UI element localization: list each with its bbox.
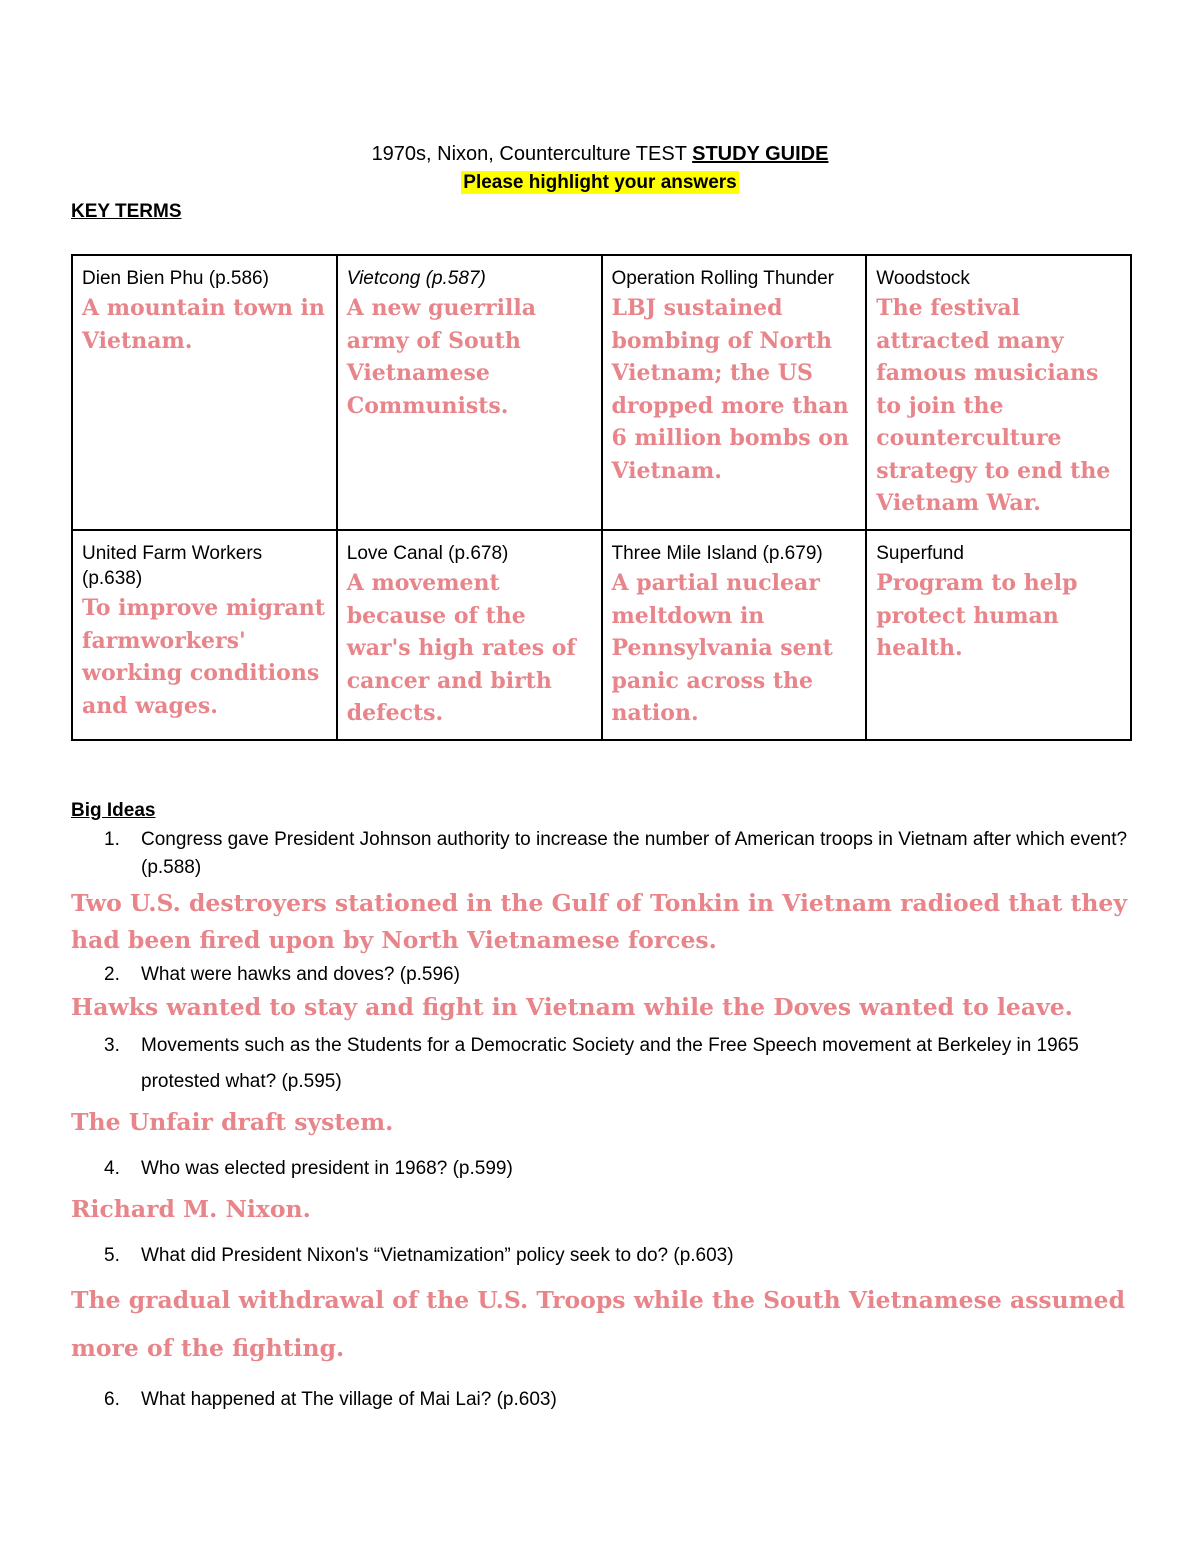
term-cell [72,530,337,740]
term-answer: The festival attracted many famous musicians to join the counterculture strategy to end the Vietnam War. [876,295,1111,516]
question-number: 2. [104,964,120,985]
answer-text: Two U.S. destroyers stationed in the Gulf of Tonkin in Vietnam radioed that they had been fired upon by North Vietnamese forces. [71,889,1128,954]
list-item [71,1242,1141,1372]
big-ideas-heading: Big Ideas [71,800,156,821]
question-text: What did President Nixon's “Vietnamization” policy seek to do? (p.603) [141,1245,734,1266]
term-cell [866,255,1131,530]
document-title [0,141,1200,167]
question [71,961,1141,989]
question [71,1028,1141,1100]
term-answer: A new guerrilla army of South Vietnamese Communists. [346,295,536,419]
table-row [72,530,1131,740]
title-prefix: 1970s, Nixon, Counterculture TEST [371,143,693,165]
question [71,1386,1141,1414]
key-terms-heading: KEY TERMS [71,201,182,222]
term-cell [72,255,337,530]
term-answer: A partial nuclear meltdown in Pennsylvania sent panic across the nation. [611,570,833,726]
term-label: Operation Rolling Thunder [611,268,835,289]
question-text: Congress gave President Johnson authority to increase the number of American troops in Vietnam after which event? (p.588) [141,829,1128,878]
title-emphasis: STUDY GUIDE [692,143,829,165]
term-label: Love Canal (p.678) [346,543,509,564]
term-cell [602,255,867,530]
term-cell [337,530,602,740]
list-item [71,1028,1141,1141]
term-answer: To improve migrant farmworkers' working conditions and wages. [82,595,325,719]
question [71,1155,1141,1183]
term-label: Vietcong (p.587) [346,268,486,289]
question-number: 4. [104,1158,120,1179]
term-label: United Farm Workers (p.638) [82,543,263,589]
question-text: What were hawks and doves? (p.596) [141,964,460,985]
highlight-instruction-line [0,170,1200,196]
question-number: 6. [104,1389,120,1410]
term-label: Dien Bien Phu (p.586) [82,268,269,289]
table-row [72,255,1131,530]
highlight-instruction: Please highlight your answers [463,172,737,193]
question-text: What happened at The village of Mai Lai? (p.603) [141,1389,557,1410]
term-label: Woodstock [876,268,970,289]
term-answer: LBJ sustained bombing of North Vietnam; the US dropped more than 6 million bombs on Vietnam. [611,295,849,484]
answer-text: Richard M. Nixon. [71,1195,311,1223]
list-item [71,1155,1141,1228]
list-item [71,961,1141,1026]
term-answer: A movement because of the war's high rates of cancer and birth defects. [346,570,576,726]
term-cell [337,255,602,530]
question [71,1242,1141,1270]
term-label: Three Mile Island (p.679) [611,543,823,564]
question-number: 1. [104,829,120,850]
term-cell [866,530,1131,740]
question-text: Who was elected president in 1968? (p.599) [141,1158,513,1179]
list-item [71,1386,1141,1414]
question-text: Movements such as the Students for a Democratic Society and the Free Speech movement at Berkeley in 1965 protested what? (p.595) [141,1035,1079,1092]
term-label: Superfund [876,543,964,564]
question-number: 5. [104,1245,120,1266]
question-number: 3. [104,1035,120,1056]
big-ideas-list [71,826,1141,1414]
key-terms-table [71,254,1132,741]
term-answer: A mountain town in Vietnam. [82,295,325,354]
list-item [71,826,1141,959]
term-answer: Program to help protect human health. [876,570,1078,661]
term-cell [602,530,867,740]
question [71,826,1141,882]
answer-text: Hawks wanted to stay and fight in Vietnam while the Doves wanted to leave. [71,993,1073,1021]
answer-text: The gradual withdrawal of the U.S. Troops while the South Vietnamese assumed more of the fighting. [71,1286,1126,1362]
answer-text: The Unfair draft system. [71,1108,394,1136]
